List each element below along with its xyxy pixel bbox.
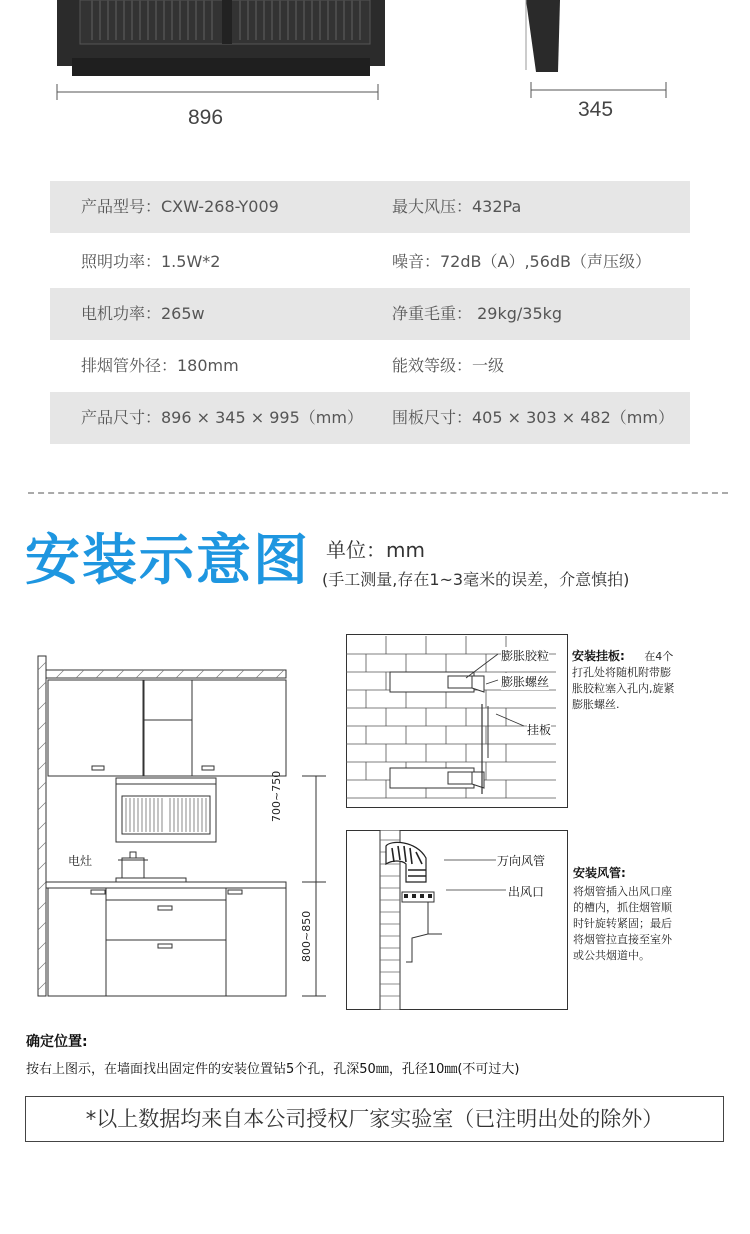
product-side-photo bbox=[500, 0, 600, 80]
bracket-instructions-line: 膨胀螺丝. bbox=[572, 698, 620, 711]
duct-instructions-line: 将烟管拉直接至室外 bbox=[573, 933, 672, 946]
bracket-instructions-title: 安装挂板: bbox=[572, 649, 625, 663]
duct-instructions-line: 的槽内，抓住烟管顺 bbox=[573, 901, 672, 914]
duct-instructions-line: 时针旋转紧固；最后 bbox=[573, 917, 672, 930]
label-expansion-screw: 膨胀螺丝 bbox=[501, 675, 550, 689]
bracket-instructions-line: 打孔处将随机附带膨 bbox=[572, 666, 671, 679]
spec-energy-grade: 能效等级：一级 bbox=[392, 356, 505, 375]
spec-noise: 噪音：72dB（A）,56dB（声压级） bbox=[392, 252, 652, 271]
label-universal-duct: 万向风管 bbox=[497, 854, 546, 868]
position-text: 按右上图示，在墙面找出固定件的安装位置钻5个孔，孔深50㎜，孔径10㎜(不可过大) bbox=[26, 1062, 520, 1077]
data-source-disclaimer: *以上数据均来自本公司授权厂家实验室（已注明出处的除外） bbox=[25, 1096, 724, 1142]
spec-row bbox=[50, 236, 690, 288]
spec-max-pressure: 最大风压：432Pa bbox=[392, 197, 522, 216]
spec-motor-power: 电机功率：265w bbox=[81, 304, 205, 323]
label-hanging-plate: 挂板 bbox=[527, 723, 552, 737]
install-unit: 单位：mm bbox=[326, 538, 425, 562]
bracket-instructions-line: 胀胶粒塞入孔内,旋紧 bbox=[572, 682, 675, 695]
stove-label: 电灶 bbox=[68, 854, 93, 868]
spec-weight: 净重毛重： 29kg/35kg bbox=[392, 304, 563, 323]
position-title: 确定位置: bbox=[26, 1034, 88, 1050]
duct-instructions bbox=[573, 864, 748, 964]
bracket-instructions-line: 在4个 bbox=[644, 650, 674, 663]
counter-height-dimension: 800~850 bbox=[300, 910, 313, 962]
duct-instructions-title: 安装风管: bbox=[573, 866, 626, 880]
depth-dimension-line bbox=[525, 80, 675, 100]
spec-product-size: 产品尺寸：896 × 345 × 995（mm） bbox=[81, 408, 363, 427]
spec-row bbox=[50, 181, 690, 233]
spec-lighting-power: 照明功率：1.5W*2 bbox=[81, 252, 221, 271]
width-dimension-value: 896 bbox=[188, 106, 224, 129]
install-note: (手工测量,存在1~3毫米的误差，介意慎拍) bbox=[322, 570, 630, 589]
spec-row bbox=[50, 288, 690, 340]
product-front-photo bbox=[0, 0, 400, 80]
duct-instructions-line: 或公共烟道中。 bbox=[573, 949, 650, 962]
spec-row bbox=[50, 392, 690, 444]
bracket-instructions bbox=[572, 648, 747, 713]
duct-instructions-line: 将烟管插入出风口座 bbox=[573, 885, 672, 898]
spec-row bbox=[50, 340, 690, 392]
spec-exhaust-diameter: 排烟管外径：180mm bbox=[81, 356, 239, 375]
label-expansion-plug: 膨胀胶粒 bbox=[501, 649, 550, 663]
spec-panel-size: 围板尺寸：405 × 303 × 482（mm） bbox=[392, 408, 674, 427]
label-air-outlet: 出风口 bbox=[508, 885, 545, 899]
spec-model: 产品型号：CXW-268-Y009 bbox=[81, 197, 279, 216]
depth-dimension-value: 345 bbox=[578, 98, 614, 121]
width-dimension-line bbox=[50, 82, 390, 102]
install-title: 安装示意图 bbox=[25, 528, 311, 592]
kitchen-layout-diagram bbox=[36, 650, 336, 1010]
hood-height-dimension: 700~750 bbox=[270, 770, 283, 822]
section-divider bbox=[28, 492, 728, 494]
